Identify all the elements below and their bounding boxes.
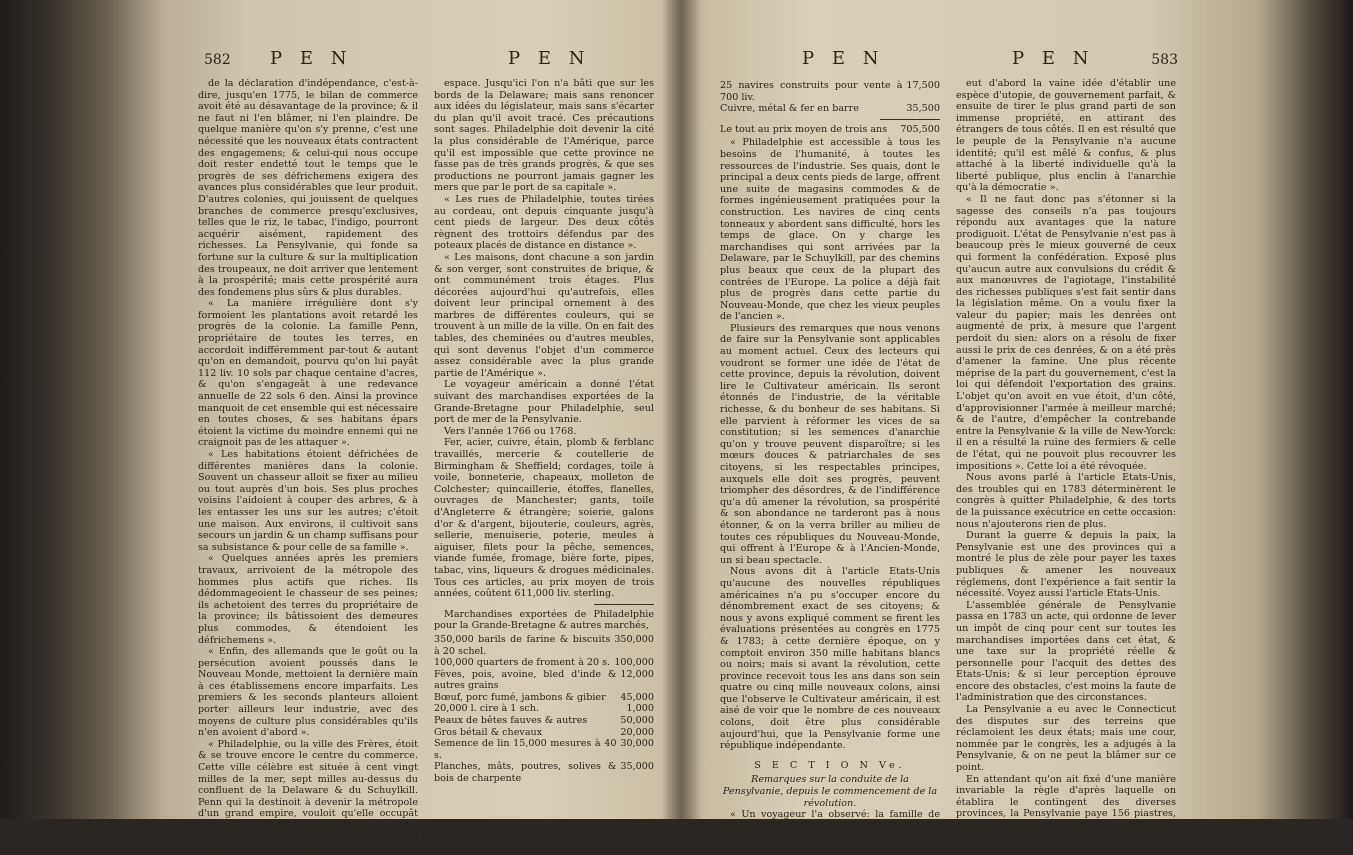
paragraph: « Il ne faut donc pas s'étonner si la sagesse des conseils n'a pas toujours répondu aux avantages que la nature prodiguoit. L'état de Pensylvanie n'est pas à beaucoup près le mieux gouverné de ceux qui forment la confédération. Exposé plus qu'aucun autre aux convulsions du crédit & aux manœuvres de l'agiotage, l'instabilité des richesses publiques s'est fait sentir dans la législation même. On a voulu fixer la valeur du papier; mais les denrées ont augmenté de prix, à mesure que l'argent perdoit du sien: alors on a résolu de fixer aussi le prix de ces denrées, & on a été près d'amener la famine. Une plus récente méprise de la part du gouvernement, c'est la loi qui défendoit l'exportation des grains. L'objet qu'on avoit en vue étoit, d'un côté, d'approvisionner l'armée à meilleur marché; & de l'autre, d'empêcher la contrebande entre la Pensylvanie & la ville de New-Yorck: il en a résulté la ruine des fermiers & celle de l'état, qui ne pouvoit plus recouvrer les impositions ». Cette loi a été révoquée.: [956, 193, 1176, 472]
left-head-word-2: P E N: [508, 48, 591, 69]
ledger-value: 30,000: [620, 738, 654, 750]
paragraph: « Les maisons, dont chacune a son jardin & son verger, sont construites de brique, & ont communément trois étages. Plus décorées aujourd'hui qu'autrefois, elles doivent leur principal ornement à des marbres de différentes couleurs, qui se trouvent à un mille de la ville. On en fait des tables, des cheminées ou d'autres meubles, qui sont devenus l'objet d'un commerce assez considérable avec la plus grande partie de l'Amérique ».: [434, 251, 654, 379]
paragraph: « Philadelphie est accessible à tous les besoins de l'humanité, à toutes les ressources de l'industrie. Ses quais, dont le principal a deux cents pieds de large, offrent une suite de magasins commodes & de formes ingénieusement pratiquées pour la construction. Les navires de cinq cents tonneaux y abordent sans difficulté, hors les temps de glace. On y charge les marchandises qui sont arrivées par la Delaware, par le Schuylkill, par des chemins plus beaux que ceux de la plupart des contrées de l'Europe. La police a déjà fait plus de progrès dans cette partie du Nouveau-Monde, que chez les vieux peuples de l'ancien ».: [720, 137, 940, 323]
ledger-item: 100,000 quarters de froment à 20 s.: [434, 657, 611, 669]
left-running-head: [190, 48, 660, 76]
paragraph: Le voyageur américain a donné l'état suivant des marchandises exportées de la Grande-Bretagne pour Philadelphie, seul port de mer de la Pensylvanie.: [434, 379, 654, 426]
ledger-value: 35,000: [620, 761, 654, 773]
ledger-row: [434, 727, 654, 739]
ledger-item: 25 navires construits pour vente à 700 liv.: [720, 80, 903, 103]
book-gutter: [660, 0, 700, 819]
ledger-row: [434, 657, 654, 669]
ledger-value: 12,000: [620, 668, 654, 680]
ledger-total-row: [720, 124, 940, 136]
right-head-word-2: P E N: [1012, 48, 1095, 69]
ledger-item: Semence de lin 15,000 mesures à 40 s.: [434, 738, 617, 761]
ledger-item: Peaux de bêtes fauves & autres: [434, 715, 588, 727]
paragraph: La Pensylvanie a eu avec le Connecticut des disputes sur des terreins que réclamoient les deux états; mais une cour, nommée par le congrès, les a adjugés à la Pensylvanie, & on ne peut la blâmer sur ce point.: [956, 704, 1176, 774]
exports-intro: Marchandises exportées de Philadelphie pour la Grande-Bretagne & autres marchés,: [434, 608, 654, 632]
paragraph: « Enfin, des allemands que le goût ou la persécution avoient poussés dans le Nouveau Monde, mettoient la dernière main à ces établissemens encore imparfaits. Les premiers & les seconds planteurs alloient porter ailleurs leur industrie, avec des moyens de culture plus considérables qu'ils n'en avoient d'abord ».: [198, 646, 418, 739]
paragraph: Nous avons dit à l'article Etats-Unis qu'aucune des nouvelles républiques américaines n'a pu s'occuper encore du dénombrement exact de ses citoyens; & nous y avons expliqué comment se firent les évaluations présentées au congrès en 1775 & 1783; à cette dernière époque, on y comptoit environ 350 mille habitans blancs ou noirs; mais si avant la révolution, cette province recevoit tous les ans dans son sein quatre ou cinq mille nouveaux colons, ainsi que l'observe le Cultivateur américain, il est aisé de voir que le nombre de ces nouveaux colons, doit être plus considérable aujourd'hui, que la Pensylvanie forme une république indépendante.: [720, 566, 940, 752]
ledger-row: [434, 703, 654, 715]
ledger-value: 20,000: [620, 726, 654, 738]
ledger-row: [434, 715, 654, 727]
paragraph: eut d'abord la vaine idée d'établir une espèce d'utopie, de gouvernement parfait, & ensuite de tirer le plus grand parti de son immense propriété, en attirant des étrangers de tous côtés. Il en est résulté que le peuple de la Pensylvanie n'a aucune identité; qu'il est mêlé & confus, & plus attaché à la liberté individuelle qu'à la liberté publique, plus enclin à l'anarchie qu'à la démocratie ».: [956, 78, 1176, 194]
paragraph: espace. Jusqu'ici l'on n'a bâti que sur les bords de la Delaware; mais sans renoncer aux idées du législateur, mais sans s'écarter du plan qu'il avoit tracé. Ces précautions sont sages. Philadelphie doit devenir la cité la plus considérable de l'Amérique, parce qu'il est impossible que cette province ne fasse pas de très grands progrès, & que ses productions ne pourront jamais gagner les mers que par le port de sa capitale ».: [434, 78, 654, 194]
left-head-word-1: P E N: [270, 48, 353, 69]
paragraph: Fer, acier, cuivre, étain, plomb & ferblanc travaillés, mercerie & coutellerie de Birmingham & Sheffield; cordages, toile à voile, bonneterie, chapeaux, molleton de Colchester; quincaillerie, étoffes, flanelles, ouvrages de Manchester; gants, toile d'Angleterre & étrangère; soierie, galons d'or & d'argent, bijouterie, couleurs, agrès, sellerie, menuiserie, poterie, meules à aiguiser, filets pour la pêche, semences, viande fumée, fromage, bière forte, pipes, tabac, vins, liqueurs & drogues médicinales. Tous ces articles, au prix moyen de trois années, coûtent 611,000 liv. sterling.: [434, 437, 654, 600]
paragraph: de la déclaration d'indépendance, c'est-à-dire, jusqu'en 1775, le bilan de commerce avoit été au désavantage de la province; & il ne faut ni l'en blâmer, ni l'en plaindre. De quelque manière qu'on s'y prenne, c'est une nécessité que les nouveaux états contractent des engagemens; & celui-qui nous occupe doit rester endetté tout le temps que le progrès de ses défrichemens exigera des avances plus considérables que leur produit. D'autres colonies, qui jouissent de quelques branches de commerce presqu'exclusives, telles que le riz, le tabac, l'indigo, pourront acquérir aisément, rapidement des richesses. La Pensylvanie, qui fonde sa fortune sur la culture & sur la multiplication des troupeaux, ne doit arriver que lentement à la prospérité; mais cette prospérité aura des fondemens plus sûrs & plus durables.: [198, 78, 418, 298]
paragraph: Plusieurs des remarques que nous venons de faire sur la Pensylvanie sont applicables au moment actuel. Ceux des lecteurs qui voudront se former une idée de l'état de cette province, depuis la révolution, doivent lire le Cultivateur américain. Ils seront étonnés de l'industrie, de la véritable richesse, & du bonheur de ses habitans. Si elle parvient à réformer les vices de sa constitution; si les semences d'anarchie qu'on y trouve peuvent disparoître; si les mœurs douces & patriarchales de ses citoyens, si les respectables principes, auxquels elle doit ses progrès, peuvent triompher des désordres, & de l'indifférence qu'a dû amener la révolution, sa prospérité & son abondance ne tarderont pas à nous étonner, & on la verra briller au milieu de toutes ces républiques du Nouveau-Monde, qui offrent à l'Europe & à l'Ancien-Monde, un si beau spectacle.: [720, 322, 940, 566]
ledger-row: [434, 669, 654, 692]
ledger-item: 20,000 l. cire à 1 sch.: [434, 703, 539, 715]
paragraph: « La manière irrégulière dont s'y formoient les plantations avoit retardé les progrès de la colonie. La famille Penn, propriétaire de toutes les terres, en accordoit indifféremment par-tout & autant qu'on en demandoit, pourvu qu'on lui payât 112 liv. 10 sols par chaque centaine d'acres, & qu'on s'engageât à une redevance annuelle de 22 sols 6 den. Ainsi la province manquoit de cet ensemble qui est nécessaire en toutes choses, & ses habitans épars étoient la victime du moindre ennemi qui ne craignoit pas de les attaquer ».: [198, 298, 418, 449]
year-heading: Vers l'année 1766 ou 1768.: [444, 425, 577, 437]
ledger-value: 50,000: [620, 715, 654, 727]
paragraph: Durant la guerre & depuis la paix, la Pensylvanie est une des provinces qui a montré le plus de zèle pour payer les taxes publiques & amener les nouveaux réglemens, dont l'expérience a fait sentir la nécessité. Voyez aussi l'article Etats-Unis.: [956, 530, 1176, 600]
paragraph: « Un voyageur l'a observé: la famille de Penn: [720, 809, 940, 832]
section-title: S E C T I O N Ve.: [754, 759, 906, 771]
ledger-item: Gros bétail & chevaux: [434, 726, 543, 738]
ledger-item: Le tout au prix moyen de trois ans: [720, 123, 888, 135]
paragraph: « Philadelphie, ou la ville des Frères, étoit & se trouve encore le centre du commerce. Cette ville célèbre est située à cent vingt milles de la mer, sept milles au-dessus du confluent de la Delaware & du Schuylkill. Penn qui la destinoit à devenir la métropole d'un grand empire, vouloit qu'elle occupât un mille de large sur deux milles de long, entre les deux rivières. Sa population n'a pu encore remplir un si grand: [198, 738, 418, 855]
section-subtitle: Remarques sur la conduite de la Pensylvanie, depuis le commencement de la révolution.: [722, 774, 938, 809]
left-page-number: 582: [204, 52, 231, 68]
ledger-row: [434, 692, 654, 704]
ledger-row: [720, 103, 940, 115]
paragraph: Nous avons parlé à l'article Etats-Unis, des troubles qui en 1783 déterminèrent le congrès à quitter Philadelphie, & des torts de la puissance exécutrice en cette occasion: nous n'ajouterons rien de plus.: [956, 472, 1176, 530]
left-column-1: [198, 78, 418, 855]
ledger-item: Bœuf, porc fumé, jambons & gibier: [434, 691, 606, 703]
ledger-value: 100,000: [614, 657, 654, 669]
ledger-row: [434, 761, 654, 784]
ledger-value: 1,000: [626, 703, 654, 715]
ledger-value: 350,000: [614, 633, 654, 645]
ledger-row: [720, 80, 940, 103]
ledger-value: 35,500: [906, 103, 940, 115]
right-column-1: [720, 78, 940, 832]
right-head-word-1: P E N: [802, 48, 885, 69]
paragraph: L'assemblée générale de Pensylvanie passa en 1783 un acte, qui ordonne de lever un impôt de cinq pour cent sur toutes les marchandises importées dans cet état, & une taxe sur la propriété réelle & personnelle pour l'acquit des dettes des Etats-Unis; & si leur perception éprouve encore des obstacles, c'est moins la faute de l'administration que des circonstances.: [956, 599, 1176, 704]
right-running-head: [712, 48, 1182, 76]
divider: [594, 604, 654, 605]
paragraph: « Les habitations étoient défrichées de différentes manières dans la colonie. Souvent un chasseur alloit se fixer au milieu ou tout auprès d'un bois. Ses plus proches voisins l'aidoient à couper des arbres, & à les entasser les uns sur les autres; c'étoit une maison. Aux environs, il cultivoit sans secours un jardin & un champ suffisans pour sa subsistance & pour celle de sa famille ».: [198, 449, 418, 553]
divider: [880, 119, 940, 120]
ledger-item: Fèves, pois, avoine, bled d'inde & autres grains: [434, 668, 617, 692]
paragraph: « Quelques années après les premiers travaux, arrivoient de la métropole des hommes plus actifs que riches. Ils dédommageoient le chasseur de ses peines; ils achetoient des terres du propriétaire de la province; ils bâtissoient des demeures plus commodes, & étendoient les défrichemens ».: [198, 553, 418, 646]
ledger-value: 45,000: [620, 691, 654, 703]
ledger-continued: [720, 80, 940, 135]
ledger-item: 350,000 barils de farine & biscuits à 20 schel.: [434, 633, 611, 657]
ledger-item: Planches, mâts, poutres, solives & bois de charpente: [434, 761, 617, 785]
ledger-value: 17,500: [906, 80, 940, 91]
ledger-item: Cuivre, métal & fer en barre: [720, 103, 859, 115]
ledger-row: [434, 634, 654, 657]
ledger-row: [434, 738, 654, 761]
paragraph: En attendant qu'on ait fixé d'une manière invariable la règle d'après laquelle on établira le contingent des diverses provinces, la Pensylvanie paye 156 piastres, d'après la proportion qu'on suit pour une contribution de 1000 piastres, &: [956, 773, 1176, 843]
right-page: [712, 48, 1182, 843]
left-column-2: [434, 78, 654, 808]
paragraph: « Les rues de Philadelphie, toutes tirées au cordeau, ont depuis cinquante jusqu'à cent pieds de largeur. Des deux côtés règnent des trottoirs défendus par des poteaux placés de distance en distance ».: [434, 193, 654, 252]
right-column-2: [956, 78, 1176, 843]
ledger-value: 705,500: [900, 123, 940, 135]
right-page-number: 583: [1151, 52, 1178, 68]
left-page: [190, 48, 660, 855]
exports-ledger: [434, 634, 654, 785]
